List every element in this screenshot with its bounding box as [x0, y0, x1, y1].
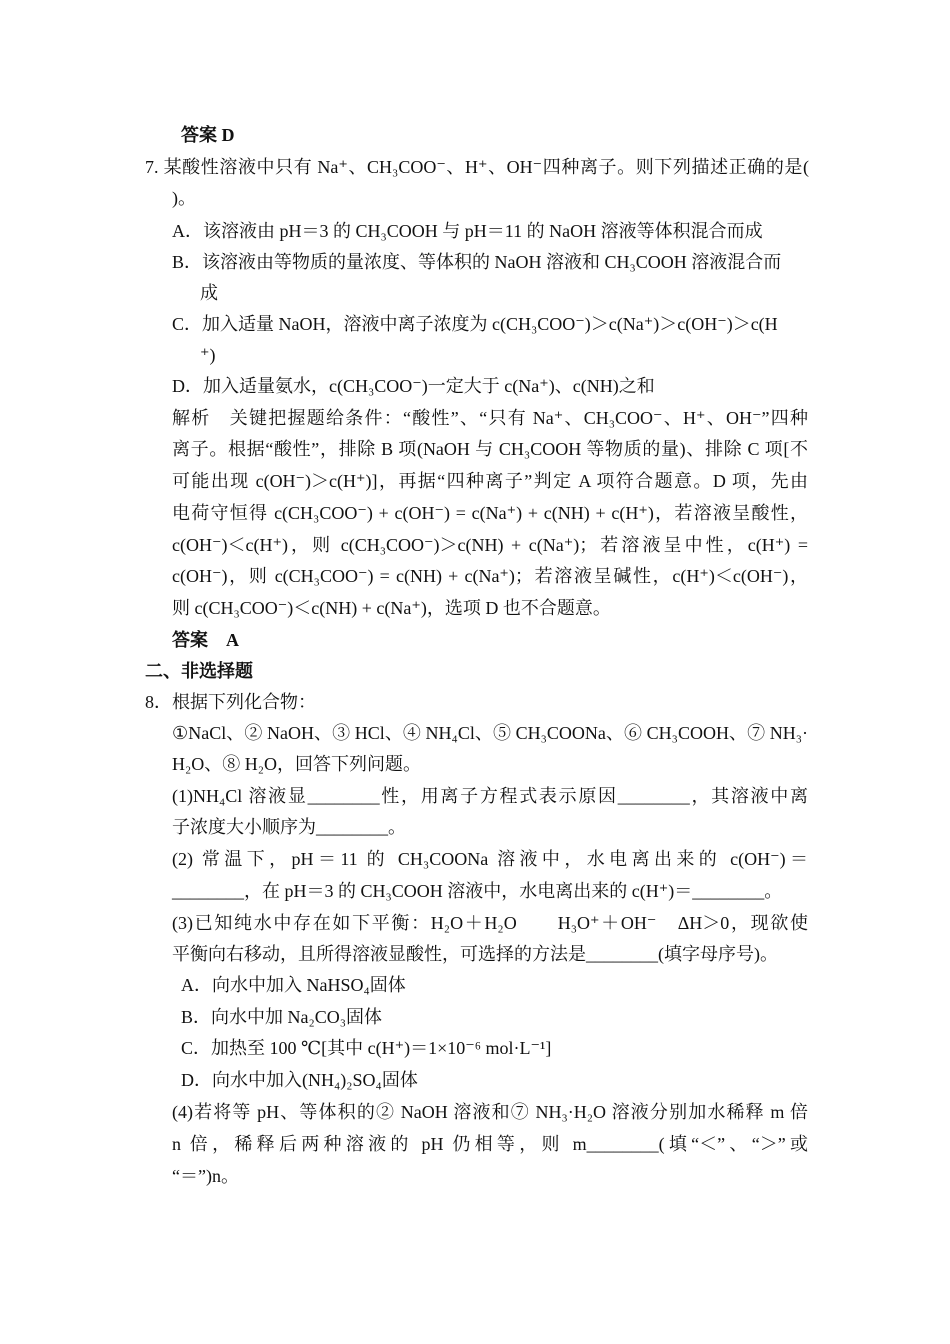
q8-part2-line-1: (2) 常温下，pH＝11 的 CH₃COONa 溶液中，水电离出来的 c(OH⁻)＝	[172, 849, 808, 869]
q8-part4-line-3: “＝”)n。	[172, 1166, 239, 1186]
q7-analysis-line-5: c(OH⁻)＜c(H⁺)，则 c(CH₃COO⁻)＞c(NH) + c(Na⁺)；若溶液呈中性，c(H⁺) =	[172, 535, 808, 555]
q7-analysis-line-6: c(OH⁻)，则 c(CH₃COO⁻) = c(NH) + c(Na⁺)；若溶液呈碱性，c(H⁺)＜c(OH⁻)，	[172, 566, 808, 586]
q7-analysis-line-2: 离子。根据“酸性”，排除 B 项(NaOH 与 CH₃COOH 等物质的量)、排除 C 项[不	[172, 439, 808, 459]
q7-analysis-line-1: 解析 关键把握题给条件：“酸性”、“只有 Na⁺、CH₃COO⁻、H⁺、OH⁻”四种	[172, 408, 808, 428]
q8-part4-line-2: n 倍，稀释后两种溶液的 pH 仍相等，则 m________(填“＜”、“＞”或	[172, 1134, 808, 1154]
q8-part1-line-2: 子浓度大小顺序为________。	[172, 817, 406, 837]
q7-option-b-line-2: 成	[200, 283, 218, 303]
q8-part1-line-1: (1)NH₄Cl 溶液显________性，用离子方程式表示原因________，其溶液中离	[172, 786, 808, 806]
q8-part3-option-b: B．向水中加 Na₂CO₃固体	[181, 1007, 383, 1027]
q8-part3-option-d: D．向水中加入(NH₄)₂SO₄固体	[181, 1070, 418, 1090]
q7-option-d: D．加入适量氨水，c(CH₃COO⁻)一定大于 c(Na⁺)、c(NH)之和	[172, 376, 655, 396]
q7-option-c-line-1: C．加入适量 NaOH，溶液中离子浓度为 c(CH₃COO⁻)＞c(Na⁺)＞c(OH⁻)＞c(H	[172, 314, 778, 334]
q8-stem: 8．根据下列化合物：	[145, 692, 316, 712]
q8-compounds-line-1: ①NaCl、② NaOH、③ HCl、④ NH₄Cl、⑤ CH₃COONa、⑥ CH₃COOH、⑦ NH₃·	[172, 723, 808, 743]
q8-part3-line-2: 平衡向右移动，且所得溶液显酸性，可选择的方法是________(填字母序号)。	[172, 944, 778, 964]
q7-analysis-line-4: 电荷守恒得 c(CH₃COO⁻) + c(OH⁻) = c(Na⁺) + c(NH) + c(H⁺)，若溶液呈酸性，	[172, 503, 808, 523]
prev-answer: 答案 D	[181, 125, 235, 145]
q8-part3-option-c: C．加热至 100 ℃[其中 c(H⁺)＝1×10⁻⁶ mol·L⁻¹]	[181, 1038, 552, 1058]
q7-stem-line-1: 7. 某酸性溶液中只有 Na⁺、CH₃COO⁻、H⁺、OH⁻四种离子。则下列描述正确的是(	[145, 157, 809, 177]
q7-option-c-line-2: ⁺)	[200, 345, 216, 365]
q7-stem-line-2: )。	[172, 188, 196, 208]
q8-compounds-line-2: H₂O、⑧ H₂O，回答下列问题。	[172, 754, 422, 774]
q7-option-a: A．该溶液由 pH＝3 的 CH₃COOH 与 pH＝11 的 NaOH 溶液等体积混合而成	[172, 221, 763, 241]
q7-analysis-line-3: 可能出现 c(OH⁻)＞c(H⁺)]，再据“四种离子”判定 A 项符合题意。D 项，先由	[172, 471, 808, 491]
q8-part3-line-1: (3)已知纯水中存在如下平衡：H₂O＋H₂O H₃O⁺＋OH⁻ ΔH＞0，现欲使	[172, 913, 808, 933]
q7-answer: 答案 A	[172, 630, 239, 650]
q7-option-b-line-1: B．该溶液由等物质的量浓度、等体积的 NaOH 溶液和 CH₃COOH 溶液混合而	[172, 252, 782, 272]
q8-part2-line-2: ________，在 pH＝3 的 CH₃COOH 溶液中，水电离出来的 c(H⁺)＝________。	[172, 881, 783, 901]
q8-part3-option-a: A．向水中加入 NaHSO₄固体	[181, 975, 406, 995]
q7-analysis-line-7: 则 c(CH₃COO⁻)＜c(NH) + c(Na⁺)，选项 D 也不合题意。	[172, 598, 611, 618]
section-title: 二、非选择题	[145, 661, 253, 681]
q8-part4-line-1: (4)若将等 pH、等体积的② NaOH 溶液和⑦ NH₃·H₂O 溶液分别加水稀释 m 倍	[172, 1102, 808, 1122]
